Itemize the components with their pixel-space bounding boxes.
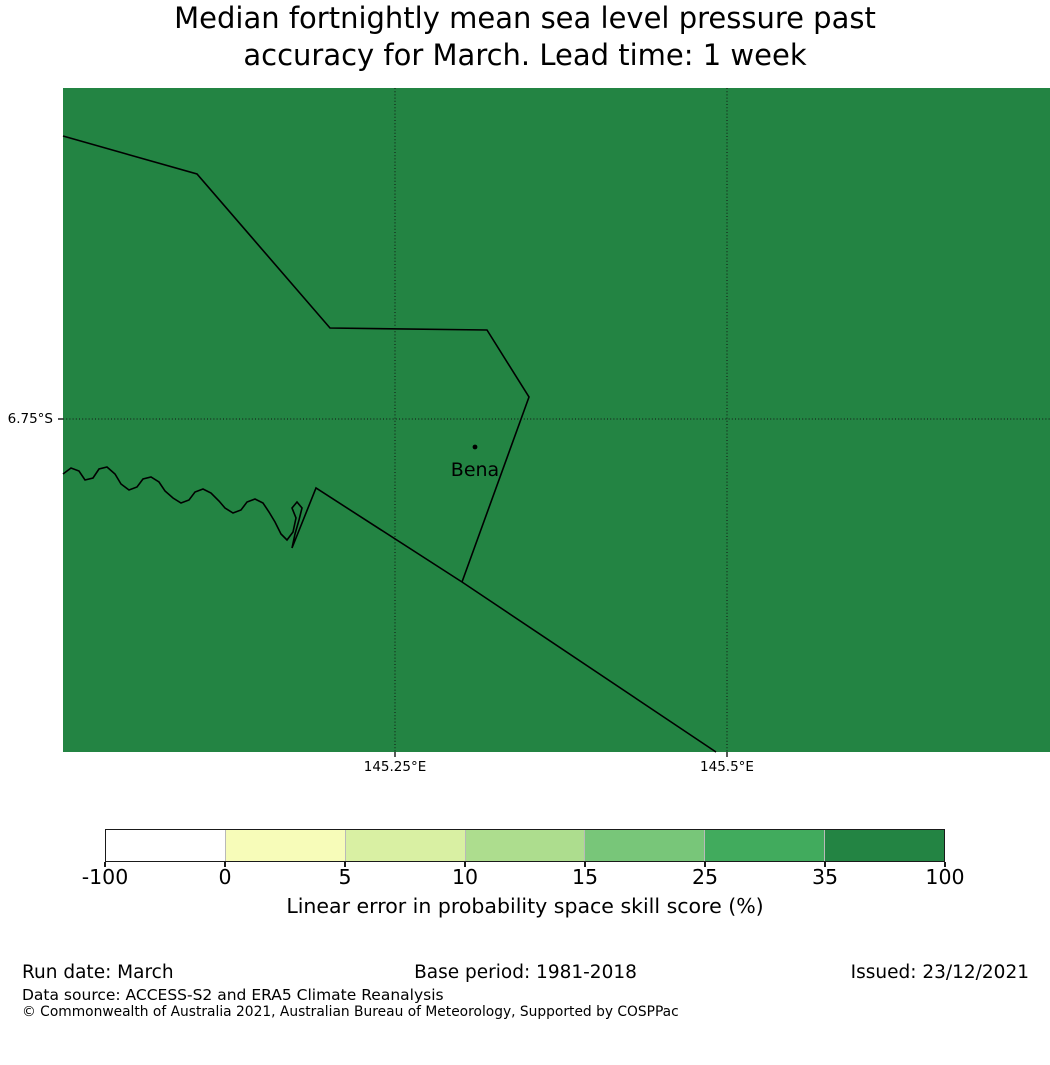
map-svg (63, 88, 1050, 752)
colorbar-segment-7 (824, 830, 944, 861)
figure-title (0, 0, 1050, 73)
figure-title-line1: Median fortnightly mean sea level pressure past (174, 1, 876, 35)
colorbar-segment-6 (704, 830, 824, 861)
map-region-fill (63, 88, 1050, 752)
colorbar-ticklabel: -100 (81, 865, 129, 889)
data-source-text: Data source: ACCESS-S2 and ERA5 Climate Reanalysis (22, 986, 444, 1004)
issued-date-text: Issued: 23/12/2021 (850, 962, 1029, 983)
figure-title-line2: accuracy for March. Lead time: 1 week (243, 37, 807, 72)
colorbar-ticklabel: 100 (925, 865, 965, 889)
colorbar-segment-4 (465, 830, 585, 861)
colorbar-segment-3 (345, 830, 465, 861)
colorbar-segment-5 (584, 830, 704, 861)
colorbar-ticklabel: 5 (338, 865, 352, 889)
colorbar-ticklabel: 15 (571, 865, 599, 889)
footer-row-1 (22, 962, 1029, 986)
colorbar-ticklabel: 0 (218, 865, 232, 889)
base-period-text: Base period: 1981-2018 (414, 962, 637, 983)
x-axis-label-1: 145.25°E (363, 759, 427, 775)
x-axis-label-2: 145.5°E (700, 759, 754, 775)
y-axis-label: 6.75°S (7, 411, 53, 427)
place-label: Bena (450, 459, 500, 481)
colorbar-ticklabel: 10 (451, 865, 479, 889)
copyright-text: © Commonwealth of Australia 2021, Australian Bureau of Meteorology, Supported by COSPPac (22, 1004, 679, 1020)
place-marker-dot (473, 445, 478, 450)
colorbar-ticklabel: 35 (811, 865, 839, 889)
colorbar (105, 829, 945, 862)
colorbar-axis-label: Linear error in probability space skill score (%) (286, 894, 764, 918)
colorbar-segment-2 (225, 830, 345, 861)
colorbar-segment-1 (106, 830, 225, 861)
run-date-text: Run date: March (22, 962, 174, 983)
map-panel (63, 88, 1050, 752)
colorbar-ticklabel: 25 (691, 865, 719, 889)
